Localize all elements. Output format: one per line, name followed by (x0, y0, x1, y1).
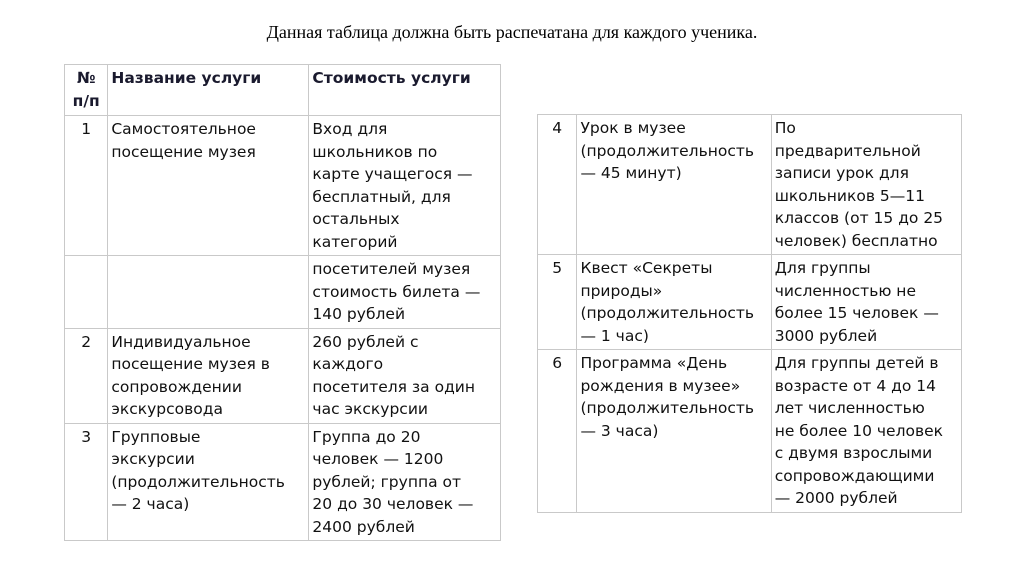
table-row (538, 350, 962, 513)
table-row (538, 115, 962, 255)
service-name: Самостоятельное посещение музея (108, 116, 309, 256)
header-service-price: Стоимость услуги (309, 65, 501, 116)
table-row (65, 116, 501, 256)
row-number: 1 (65, 116, 108, 256)
service-price: Вход для школьников по карте учащегося — бесплатный, для остальных категорий (309, 116, 501, 256)
service-price: Для группы детей в возрасте от 4 до 14 лет численностью не более 10 человек с двумя взрослыми сопровождающими — 2000 рублей (771, 350, 961, 513)
row-number: 2 (65, 328, 108, 423)
table-row (538, 255, 962, 350)
table-row (65, 423, 501, 541)
service-price: посетителей музея стоимость билета — 140 рублей (309, 256, 501, 329)
header-number: № п/п (65, 65, 108, 116)
service-price: 260 рублей с каждого посетителя за один час экскурсии (309, 328, 501, 423)
service-name: Урок в музее (продолжительность — 45 минут) (577, 115, 771, 255)
header-service-name: Название услуги (108, 65, 309, 116)
service-price: Для группы численностью не более 15 человек — 3000 рублей (771, 255, 961, 350)
service-name: Индивидуальное посещение музея в сопровождении экскурсовода (108, 328, 309, 423)
services-table-left (64, 64, 501, 541)
row-number: 6 (538, 350, 577, 513)
table-header-row (65, 65, 501, 116)
services-table-right (537, 114, 962, 513)
row-number (65, 256, 108, 329)
row-number: 3 (65, 423, 108, 541)
service-price: По предварительной записи урок для школьников 5—11 классов (от 15 до 25 человек) бесплатно (771, 115, 961, 255)
table-row-continuation (65, 256, 501, 329)
row-number: 4 (538, 115, 577, 255)
service-name: Программа «День рождения в музее» (продолжительность — 3 часа) (577, 350, 771, 513)
service-name: Квест «Секреты природы» (продолжительность — 1 час) (577, 255, 771, 350)
page-title: Данная таблица должна быть распечатана для каждого ученика. (266, 22, 758, 42)
service-name (108, 256, 309, 329)
row-number: 5 (538, 255, 577, 350)
table-row (65, 328, 501, 423)
service-name: Групповые экскурсии (продолжительность — 2 часа) (108, 423, 309, 541)
service-price: Группа до 20 человек — 1200 рублей; группа от 20 до 30 человек — 2400 рублей (309, 423, 501, 541)
